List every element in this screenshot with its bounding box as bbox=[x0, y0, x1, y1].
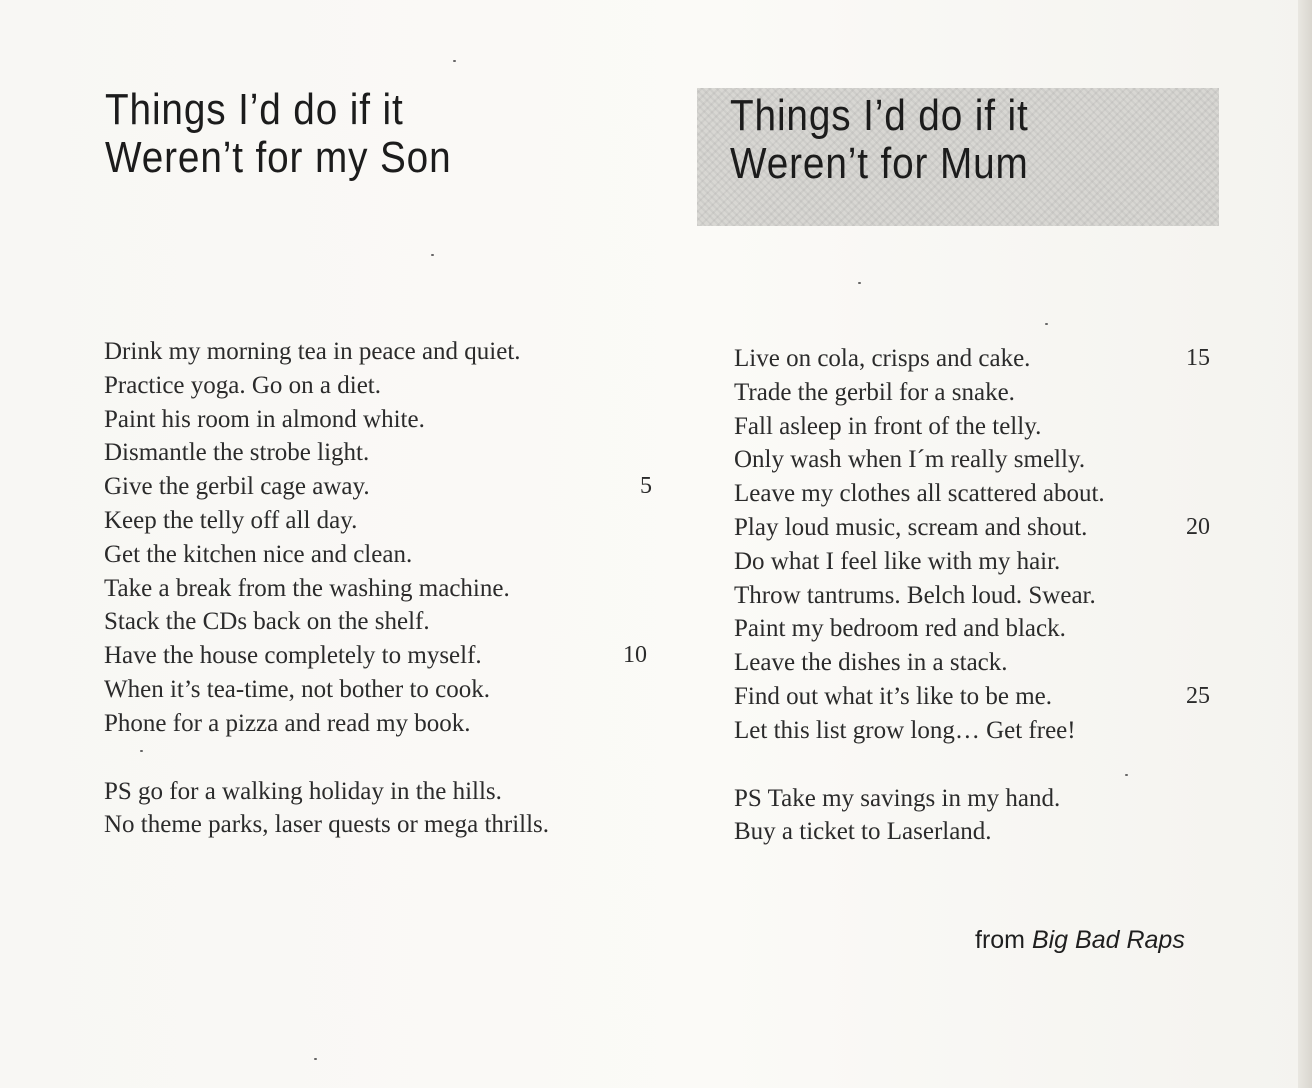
left-postscript-line: No theme parks, laser quests or mega thrills. bbox=[104, 811, 550, 839]
left-poem-line bbox=[104, 673, 549, 707]
left-poem-line bbox=[104, 504, 549, 538]
left-poem-line-text: Practice yoga. Go on a diet. bbox=[104, 371, 381, 399]
right-poem-line bbox=[734, 545, 1105, 579]
left-poem-line-text: Take a break from the washing machine. bbox=[104, 574, 510, 602]
left-poem-line bbox=[104, 707, 549, 741]
left-poem-line bbox=[104, 335, 549, 369]
right-poem-line bbox=[734, 612, 1105, 646]
right-postscript-line: Buy a ticket to Laserland. bbox=[734, 818, 992, 846]
left-poem-line bbox=[104, 470, 652, 504]
left-poem-line-text: Give the gerbil cage away. bbox=[104, 473, 370, 501]
left-poem-line-text: Drink my morning tea in peace and quiet. bbox=[104, 338, 521, 365]
right-poem-line-text: Live on cola, crisps and cake. bbox=[734, 345, 1031, 372]
left-poem-line-text: Keep the telly off all day. bbox=[104, 506, 358, 534]
right-poem-line bbox=[734, 511, 1210, 545]
right-poem-title bbox=[730, 92, 1029, 188]
left-poem-line bbox=[104, 605, 549, 639]
scan-speck bbox=[1045, 323, 1048, 325]
right-poem-line-text: Fall asleep in front of the telly. bbox=[734, 412, 1042, 440]
left-poem-line bbox=[104, 403, 549, 437]
right-poem-line bbox=[734, 342, 1210, 376]
left-poem-line-text: Paint his room in almond white. bbox=[104, 405, 425, 433]
left-line-number: 10 bbox=[623, 642, 647, 669]
right-poem-line bbox=[734, 646, 1105, 680]
right-poem-line bbox=[734, 376, 1105, 410]
right-postscript-line: PS Take my savings in my hand. bbox=[734, 784, 1061, 812]
left-poem-line bbox=[104, 436, 549, 470]
stanza-gap bbox=[734, 748, 1105, 782]
scan-speck bbox=[453, 60, 456, 62]
left-poem-line-text: Get the kitchen nice and clean. bbox=[104, 540, 413, 568]
right-poem-line-text: Leave the dishes in a stack. bbox=[734, 649, 1008, 677]
right-line-number: 15 bbox=[1186, 345, 1210, 371]
right-poem-line bbox=[734, 579, 1105, 613]
stanza-gap bbox=[104, 741, 549, 775]
left-title-line-2: Weren’t for my Son bbox=[105, 133, 452, 182]
right-title-line-1: Things I’d do if it bbox=[730, 91, 1029, 140]
left-poem-line-text: When it’s tea-time, not bother to cook. bbox=[104, 675, 491, 703]
right-poem-line-text: Only wash when I´m really smelly. bbox=[734, 446, 1086, 474]
scan-speck bbox=[858, 282, 861, 284]
left-line-number: 5 bbox=[640, 473, 652, 500]
left-poem-line bbox=[104, 538, 549, 572]
source-book-title: Big Bad Raps bbox=[1031, 926, 1185, 954]
right-poem-line-text: Leave my clothes all scattered about. bbox=[734, 480, 1105, 508]
scan-speck bbox=[1125, 774, 1128, 776]
scan-speck bbox=[431, 254, 434, 256]
right-poem-line bbox=[734, 680, 1210, 714]
left-poem-line-text: Phone for a pizza and read my book. bbox=[104, 709, 471, 737]
right-poem-line-text: Let this list grow long… Get free! bbox=[734, 716, 1076, 744]
scan-speck bbox=[314, 1058, 317, 1060]
right-poem-line bbox=[734, 714, 1105, 748]
right-title-line-2: Weren’t for Mum bbox=[730, 139, 1029, 188]
right-poem-line bbox=[734, 477, 1105, 511]
source-prefix: from bbox=[975, 926, 1032, 954]
right-poem-line bbox=[734, 410, 1105, 444]
left-poem-line bbox=[104, 369, 549, 403]
right-line-number: 20 bbox=[1186, 513, 1210, 540]
left-postscript-line: PS go for a walking holiday in the hills. bbox=[104, 777, 502, 805]
right-line-number: 25 bbox=[1186, 682, 1210, 709]
page-edge-shadow bbox=[1298, 0, 1312, 1088]
right-poem-line-text: Do what I feel like with my hair. bbox=[734, 547, 1061, 575]
left-poem-line bbox=[104, 572, 549, 606]
left-poem-body bbox=[104, 335, 652, 842]
left-poem-line bbox=[104, 639, 647, 673]
left-poem-line-text: Dismantle the strobe light. bbox=[104, 439, 370, 467]
source-attribution bbox=[975, 926, 1185, 955]
left-poem-line-text: Stack the CDs back on the shelf. bbox=[104, 608, 430, 636]
right-poem-line-text: Throw tantrums. Belch loud. Swear. bbox=[734, 581, 1096, 609]
left-title-line-1: Things I’d do if it bbox=[105, 85, 404, 134]
right-poem-line-text: Trade the gerbil for a snake. bbox=[734, 378, 1015, 406]
left-poem-title bbox=[105, 86, 452, 182]
right-poem-body bbox=[734, 342, 1210, 849]
right-poem-line bbox=[734, 443, 1105, 477]
left-poem-line-text: Have the house completely to myself. bbox=[104, 642, 482, 670]
right-poem-line-text: Paint my bedroom red and black. bbox=[734, 615, 1066, 643]
right-poem-line-text: Find out what it’s like to be me. bbox=[734, 682, 1053, 710]
scan-speck bbox=[140, 750, 143, 752]
right-poem-line-text: Play loud music, scream and shout. bbox=[734, 513, 1088, 541]
